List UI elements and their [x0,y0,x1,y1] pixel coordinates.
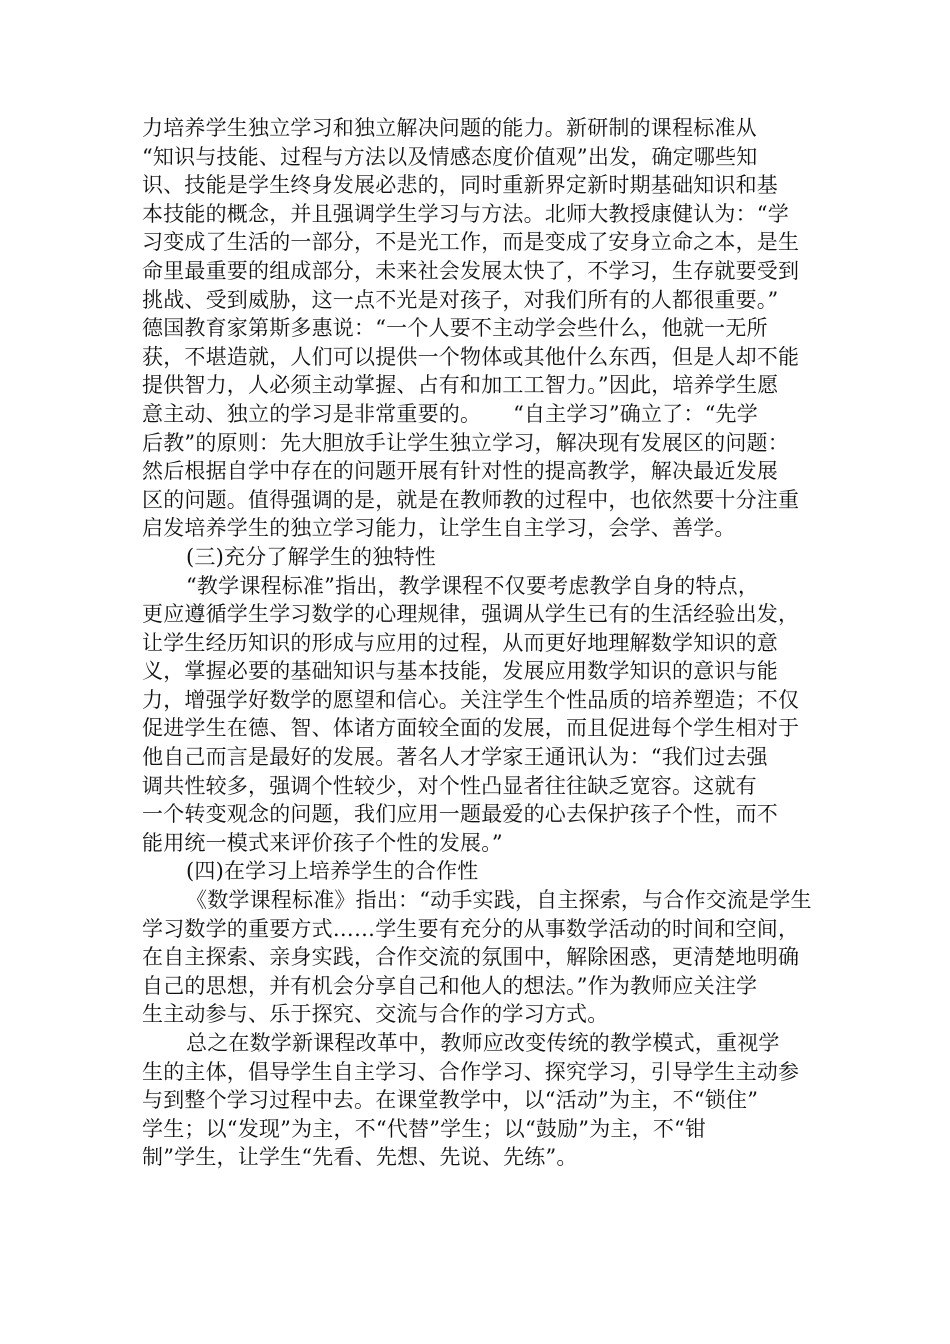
text-line: 力，增强学好数学的愿望和信心。关注学生个性品质的培养塑造；不仅 [142,687,800,712]
text-line: 启发培养学生的独立学习能力，让学生自主学习，会学、善学。 [142,516,736,541]
text-line: 《数学课程标准》指出：“动手实践，自主探索，与合作交流是学生 [186,888,812,913]
text-line: 学生；以“发现”为主，不“代替”学生；以“鼓励”为主，不“钳 [142,1116,707,1141]
text-line: 制”学生，让学生“先看、先想、先说、先练”。 [142,1145,578,1170]
text-line: 提供智力，人必须主动掌握、占有和加工工智力。”因此，培养学生愿 [142,373,779,398]
text-line: 意主动、独立的学习是非常重要的。 “自主学习”确立了：“先学 [142,401,758,426]
text-line: 生的主体，倡导学生自主学习、合作学习、探究学习，引导学生主动参 [142,1059,800,1084]
text-line: 习变成了生活的一部分，不是光工作，而是变成了安身立命之本，是生 [142,230,800,255]
text-line: 区的问题。值得强调的是，就是在教师教的过程中，也依然要十分注重 [142,487,800,512]
text-line: 命里最重要的组成部分，未来社会发展太快了，不学习，生存就要受到 [142,258,800,283]
text-line: 获，不堪造就，人们可以提供一个物体或其他什么东西，但是人却不能 [142,344,800,369]
text-line: 促进学生在德、智、体诸方面较全面的发展，而且促进每个学生相对于 [142,716,800,741]
text-line: 总之在数学新课程改革中，教师应改变传统的教学模式，重视学 [186,1031,780,1055]
text-line: 能用统一模式来评价孩子个性的发展。” [142,830,503,855]
text-line: 与到整个学习过程中去。在课堂教学中，以“活动”为主，不“锁住” [142,1088,759,1113]
text-line: 学习数学的重要方式……学生要有充分的从事数学活动的时间和空间， [142,916,800,941]
text-line: 本技能的概念，并且强调学生学习与方法。北师大教授康健认为：“学 [142,201,789,226]
text-line: 力培养学生独立学习和独立解决问题的能力。新研制的课程标准从 [142,116,757,140]
text-line: 让学生经历知识的形成与应用的过程，从而更好地理解数学知识的意 [142,630,778,655]
text-line: 义，掌握必要的基础知识与基本技能，发展应用数学知识的意识与能 [142,659,778,684]
text-line: 更应遵循学生学习数学的心理规律，强调从学生已有的生活经验出发， [142,602,800,627]
text-line: 一个转变观念的问题，我们应用一题最爱的心去保护孩子个性，而不 [142,802,778,827]
text-line: “知识与技能、过程与方法以及情感态度价值观”出发，确定哪些知 [142,144,758,169]
text-line: 自己的思想，并有机会分享自己和他人的想法。”作为教师应关注学 [142,973,758,998]
text-line: 识、技能是学生终身发展必悲的，同时重新界定新时期基础知识和基 [142,173,778,198]
body-text [142,114,822,1172]
text-line: 生主动参与、乐于探究、交流与合作的学习方式。 [142,1002,609,1027]
section-heading: (四)在学习上培养学生的合作性 [186,859,479,884]
text-line: 调共性较多，强调个性较少，对个性凸显者往往缺乏宽容。这就有 [142,773,757,798]
text-line: 然后根据自学中存在的问题开展有针对性的提高教学，解决最近发展 [142,459,778,484]
text-line: 后教”的原则：先大胆放手让学生独立学习，解决现有发展区的问题： [142,430,789,455]
section-heading: (三)充分了解学生的独特性 [186,544,436,569]
text-line: “教学课程标准”指出，教学课程不仅要考虑教学自身的特点， [186,573,760,598]
text-line: 德国教育家第斯多惠说：“一个人要不主动学会些什么，他就一无所 [142,316,768,341]
text-line: 他自己而言是最好的发展。著名人才学家王通讯认为：“我们过去强 [142,745,768,770]
text-line: 挑战、受到威胁，这一点不光是对孩子，对我们所有的人都很重要。” [142,287,779,312]
text-line: 在自主探索、亲身实践，合作交流的氛围中，解除困惑，更清楚地明确 [142,945,800,970]
